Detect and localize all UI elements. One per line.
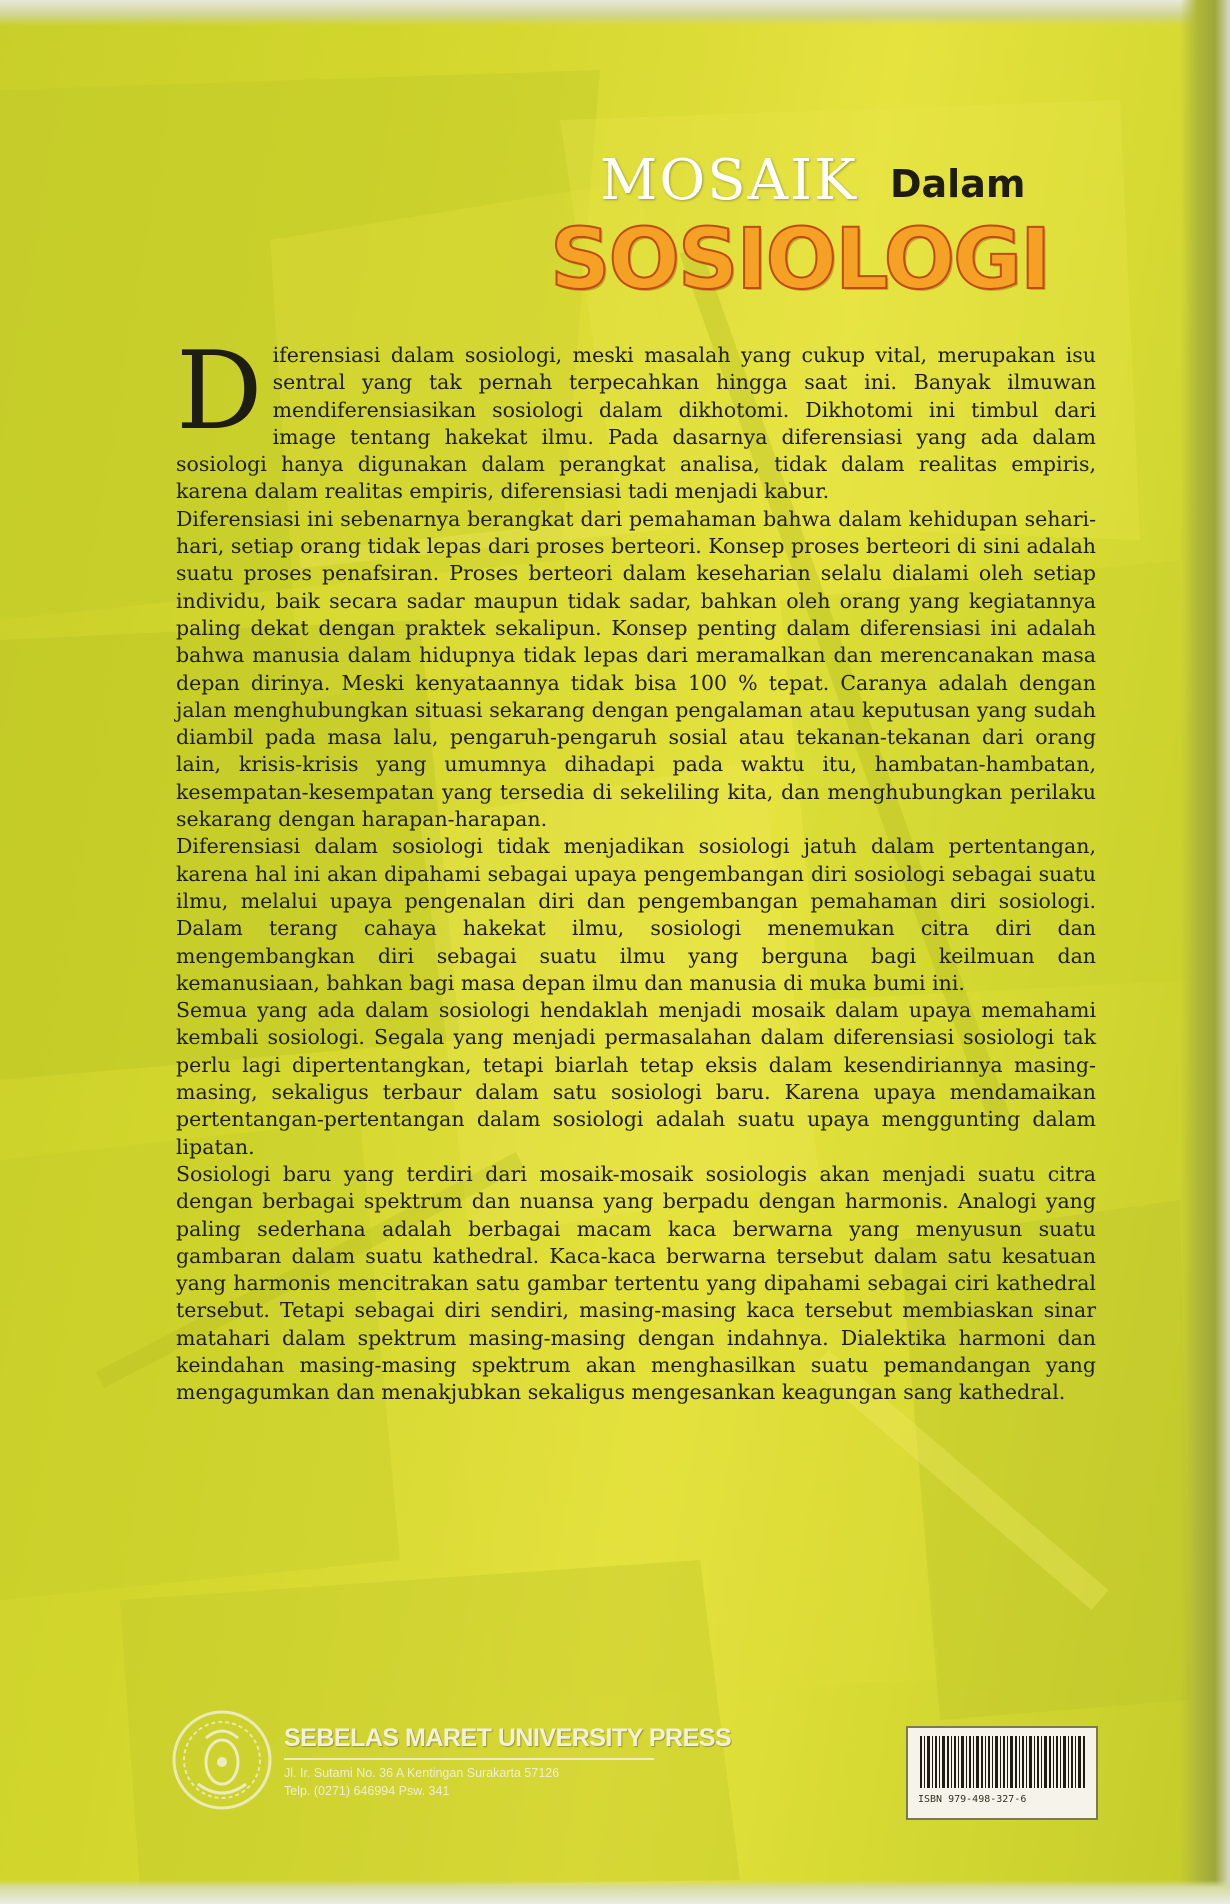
publisher-phone: Telp. (0271) 646994 Psw. 341 xyxy=(284,1784,450,1798)
cover-spine-edge xyxy=(1180,0,1230,1904)
book-title xyxy=(540,148,1100,318)
cover-top-edge xyxy=(0,0,1230,26)
barcode-icon xyxy=(918,1736,1086,1788)
blurb-paragraph-3: Diferensiasi dalam sosiologi tidak menjadikan sosiologi jatuh dalam pertentangan, karena hal ini akan dipahami sebagai upaya pengembangan diri sosiologi sebagai suatu ilmu, melalui upaya pengenalan diri dan pengembangan pemahaman diri sosiologi. Dalam terang cahaya hakekat ilmu, sosiologi menemukan citra diri dan mengembangkan diri sebagai suatu ilmu yang berguna bagi keilmuan dan kemanusiaan, bahkan bagi masa depan ilmu dan manusia di muka bumi ini. xyxy=(176,834,1096,995)
publisher-divider xyxy=(284,1758,654,1760)
blurb-text xyxy=(176,329,1096,1407)
isbn-barcode xyxy=(906,1726,1098,1820)
title-dalam: Dalam xyxy=(890,162,1026,206)
blurb-paragraph-5: Sosiologi baru yang terdiri dari mosaik-mosaik sosiologis akan menjadi suatu citra dengan berbagai spektrum dan nuansa yang berpadu dengan harmonis. Analogi yang paling sederhana adalah berbagai macam kaca berwarna yang menyusun suatu gambaran dalam suatu kathedral. Kaca-kaca berwarna tersebut dalam satu kesatuan yang harmonis mencitrakan satu gambar tertentu yang dipahami sebagai ciri kathedral tersebut. Tetapi sebagai diri sendiri, masing-masing kaca tersebut membiaskan sinar matahari dalam spektrum masing-masing dengan indahnya. Dialektika harmoni dan keindahan masing-masing spektrum akan menghasilkan suatu pemandangan yang mengagumkan dan menakjubkan sekaligus mengesankan keagungan sang kathedral. xyxy=(176,1161,1096,1405)
cover-bottom-edge xyxy=(0,1880,1230,1904)
blurb-paragraph-2: Diferensiasi ini sebenarnya berangkat dari pemahaman bahwa dalam kehidupan sehari-hari, setiap orang tidak lepas dari proses berteori. Konsep proses berteori di sini adalah suatu proses penafsiran. Proses berteori dalam keseharian selalu dialami oleh setiap individu, baik secara sadar maupun tidak sadar, bahkan oleh orang yang kegiatannya paling dekat dengan praktek sekalipun. Konsep penting dalam diferensiasi ini adalah bahwa manusia dalam hidupnya tidak lepas dari meramalkan dan merencanakan masa depan dirinya. Meski kenyataannya tidak bisa 100 % tepat. Caranya adalah dengan jalan menghubungkan situasi sekarang dengan pengalaman atau keputusan yang sudah diambil pada masa lalu, pengaruh-pengaruh sosial atau tekanan-tekanan dari orang lain, krisis-krisis yang umumnya dihadapi pada waktu itu, hambatan-hambatan, kesempatan-kesempatan yang tersedia di sekeliling kita, dan menghubungkan perilaku sekarang dengan harapan-harapan. xyxy=(176,506,1096,832)
publisher-block xyxy=(168,1706,732,1816)
publisher-name: SEBELAS MARET UNIVERSITY PRESS xyxy=(284,1724,732,1752)
title-sosiologi: SOSIOLOGI xyxy=(550,210,1050,308)
publisher-address: Jl. Ir. Sutami No. 36 A Kentingan Surakarta 57126 xyxy=(284,1766,560,1780)
blurb-paragraph-1 xyxy=(176,329,1096,506)
drop-cap: D xyxy=(176,329,263,454)
blurb-paragraph-1-text: iferensiasi dalam sosiologi, meski masalah yang cukup vital, merupakan isu sentral yang tak pernah terpecahkan hingga saat ini. Banyak ilmuwan mendiferensiasikan sosiologi dalam dikhotomi. Dikhotomi ini timbul dari image tentang hakekat ilmu. Pada dasarnya diferensiasi yang ada dalam sosiologi hanya digunakan dalam perangkat analisa, tidak dalam realitas empiris, karena dalam realitas empiris, diferensiasi tadi menjadi kabur. xyxy=(176,343,1096,504)
title-mosaik: MOSAIK xyxy=(600,148,859,213)
isbn-number: ISBN 979-498-327-6 xyxy=(918,1794,1027,1805)
university-seal-icon xyxy=(168,1706,276,1814)
blurb-paragraph-4: Semua yang ada dalam sosiologi hendaklah menjadi mosaik dalam upaya memahami kembali sosiologi. Segala yang menjadi permasalahan dalam diferensiasi sosiologi tak perlu lagi dipertentangkan, tetapi biarlah tetap eksis dalam kesendiriannya masing-masing, sekaligus terbaur dalam satu sosiologi baru. Karena upaya mendamaikan pertentangan-pertentangan dalam sosiologi adalah suatu upaya menggunting dalam lipatan. xyxy=(176,998,1096,1159)
